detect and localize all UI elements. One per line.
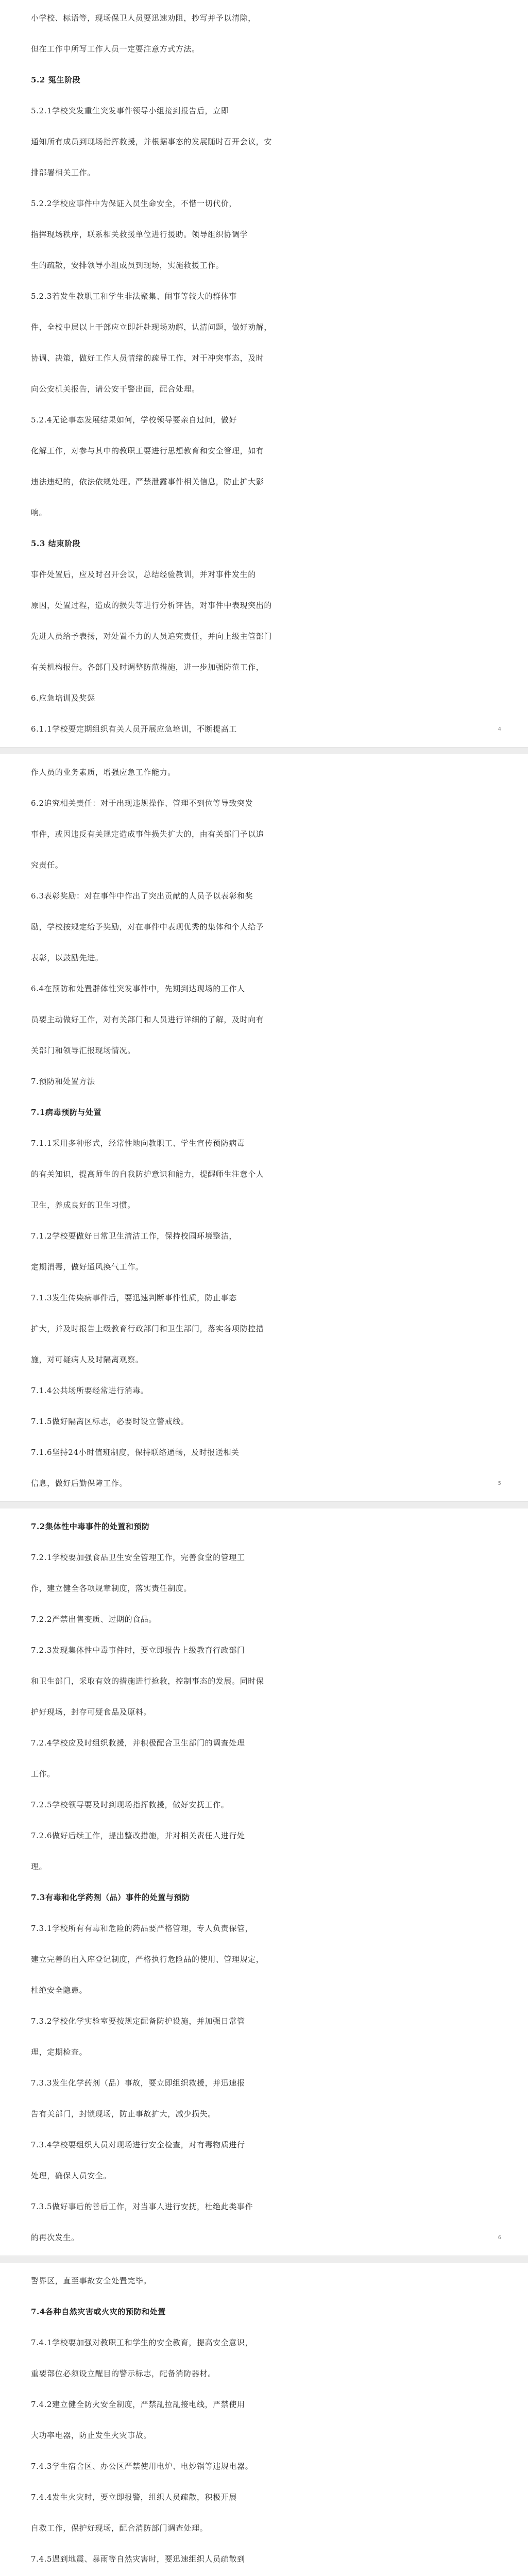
text-line: 重要部位必须设立醒目的警示标志，配备消防器材。 xyxy=(31,2369,216,2378)
text-line: 7.2.2严禁出售变质、过期的食品。 xyxy=(31,1615,157,1624)
text-line: 7.2.6做好后续工作，提出整改措施，并对相关责任人进行处 xyxy=(31,1831,245,1840)
text-line: 生的疏散，安排领导小组成员到现场，实施救援工作。 xyxy=(31,261,224,270)
text-line: 指挥现场秩序，联系相关救援单位进行援助。领导组织协调学 xyxy=(31,230,248,239)
section-heading: 7.2集体性中毒事件的处置和预防 xyxy=(31,1522,150,1531)
text-line: 5.2.3若发生教职工和学生非法聚集、闹事等较大的群体事 xyxy=(31,292,237,301)
text-line: 7.1.1采用多种形式，经常性地向教职工、学生宣传预防病毒 xyxy=(31,1139,245,1148)
text-line: 信息，做好后勤保障工作。 xyxy=(31,1479,128,1488)
text-line: 件，全校中层以上干部应立即赶赴现场劝解，认清问题，做好劝解， xyxy=(31,323,272,332)
text-line: 卫生，养成良好的卫生习惯。 xyxy=(31,1200,135,1210)
text-line: 7.4.4发生火灾时，要立即报警，组织人员疏散，积极开展 xyxy=(31,2493,237,2502)
text-line: 究责任。 xyxy=(31,860,63,870)
text-line: 处理，确保人员安全。 xyxy=(31,2171,112,2180)
text-line: 护好现场，封存可疑食品及原料。 xyxy=(31,1707,152,1717)
text-line: 但在工作中所写工作人员一定要注意方式方法。 xyxy=(31,44,200,54)
text-line: 6.3表彰奖励：对在事件中作出了突出贡献的人员予以表彰和奖 xyxy=(31,891,253,901)
text-line: 向公安机关报告，请公安干警出面，配合处理。 xyxy=(31,384,200,394)
text-line: 关部门和领导汇报现场情况。 xyxy=(31,1046,135,1055)
document-page xyxy=(0,1509,528,2256)
document-page xyxy=(0,2263,528,2576)
text-line: 5.2.2学校应事件中为保证入员生命安全，不惜一切代价， xyxy=(31,199,237,208)
text-line: 员要主动做好工作，对有关部门和人员进行详细的了解，及时向有 xyxy=(31,1015,264,1024)
text-line: 7.3.1学校所有有毒和危险的药品要严格管理，专人负责保管， xyxy=(31,1924,253,1933)
text-line: 7.4.2建立健全防火安全制度，严禁乱拉乱接电线，严禁使用 xyxy=(31,2400,245,2409)
text-line: 7.1.3发生传染病事件后，要迅速判断事件性质，防止事态 xyxy=(31,1293,237,1302)
text-line: 大功率电器，防止发生火灾事故。 xyxy=(31,2431,152,2440)
text-line: 理。 xyxy=(31,1862,47,1871)
text-line: 先进人员给予表扬，对处置不力的人员追究责任，并向上级主管部门 xyxy=(31,632,272,641)
text-line: 通知所有成员到现场指挥救援，并根据事态的发展随时召开会议，安 xyxy=(31,137,272,146)
text-line: 告有关部门，封锁现场，防止事故扩大，减少损失。 xyxy=(31,2109,216,2119)
text-line: 6.2追究相关责任：对于出现违规操作、管理不到位等导致突发 xyxy=(31,799,253,808)
text-line: 6.应急培训及奖惩 xyxy=(31,693,95,703)
text-line: 理，定期检查。 xyxy=(31,2047,88,2057)
text-line: 事件，或因违反有关规定造成事件损失扩大的，由有关部门予以追 xyxy=(31,829,264,839)
text-line: 响。 xyxy=(31,508,47,517)
text-line: 作，建立健全各项规章制度，落实责任制度。 xyxy=(31,1584,192,1593)
text-line: 7.2.3发现集体性中毒事件时，要立即报告上级教育行政部门 xyxy=(31,1646,245,1655)
text-line: 7.3.4学校要组织人员对现场进行安全检查，对有毒物质进行 xyxy=(31,2140,245,2149)
text-line: 7.1.4公共场所要经常进行消毒。 xyxy=(31,1386,149,1395)
text-line: 警界区，直至事故安全处置完毕。 xyxy=(31,2276,152,2285)
text-line: 励，学校按规定给予奖励，对在事件中表现优秀的集体和个人给予 xyxy=(31,922,264,931)
text-line: 施，对可疑病人及时隔离观察。 xyxy=(31,1355,144,1364)
text-line: 杜绝安全隐患。 xyxy=(31,1986,88,1995)
text-line: 7.1.6坚持24小时值班制度，保持联络通畅，及时报送相关 xyxy=(31,1448,240,1457)
text-line: 协调、决策，做好工作人员情绪的疏导工作，对于冲突事态，及时 xyxy=(31,353,264,363)
text-line: 7.4.3学生宿舍区、办公区严禁使用电炉、电炒锅等违规电器。 xyxy=(31,2462,253,2471)
text-line: 作人员的业务素质，增强应急工作能力。 xyxy=(31,768,176,777)
section-heading: 7.4各种自然灾害或火灾的预防和处置 xyxy=(31,2307,166,2316)
section-heading: 5.3 结束阶段 xyxy=(31,539,81,548)
text-line: 7.2.5学校领导要及时到现场指挥救援，做好安抚工作。 xyxy=(31,1800,229,1809)
text-line: 7.1.5做好隔离区标志，必要时设立警戒线。 xyxy=(31,1417,189,1426)
text-line: 自救工作，保护好现场，配合消防部门调查处理。 xyxy=(31,2523,208,2533)
text-line: 7.4.5遇到地震、暴雨等自然灾害时，要迅速组织人员疏散到 xyxy=(31,2554,245,2564)
text-line: 原因，处置过程，造成的损失等进行分析评估，对事件中表现突出的 xyxy=(31,601,272,610)
text-line: 的有关知识，提高师生的自我防护意识和能力，提醒师生注意个人 xyxy=(31,1170,264,1179)
text-line: 7.3.2学校化学实验室要按规定配备防护设施，并加强日常管 xyxy=(31,2016,245,2026)
text-line: 6.4在预防和处置群体性突发事件中，先期到达现场的工作人 xyxy=(31,984,245,993)
text-line: 7.1.2学校要做好日常卫生清洁工作，保持校园环境整洁， xyxy=(31,1231,237,1241)
text-line: 的再次发生。 xyxy=(31,2233,79,2242)
text-line: 5.2.4无论事态发展结果如何，学校领导要亲自过问，做好 xyxy=(31,415,237,425)
text-line: 定期消毒，做好通风换气工作。 xyxy=(31,1262,144,1272)
text-line: 表彰，以鼓励先进。 xyxy=(31,953,104,962)
text-line: 小学校、标语等，现场保卫人员要迅速劝阻，抄写并予以清除， xyxy=(31,13,256,23)
text-line: 违法违纪的，依法依规处理。严禁泄露事件相关信息，防止扩大影 xyxy=(31,477,264,486)
page-number: 6 xyxy=(498,2235,501,2241)
text-line: 排部署相关工作。 xyxy=(31,168,95,177)
text-line: 工作。 xyxy=(31,1769,55,1778)
text-line: 和卫生部门，采取有效的措施进行抢救，控制事态的发展。同时保 xyxy=(31,1676,264,1686)
page-number: 5 xyxy=(498,1481,501,1486)
section-heading: 5.2 冤生阶段 xyxy=(31,75,81,84)
text-line: 6.1.1学校要定期组织有关人员开展应急培训，不断提高工 xyxy=(31,724,237,734)
text-line: 7.3.5做好事后的善后工作，对当事人进行安抚，杜绝此类事件 xyxy=(31,2202,253,2211)
text-line: 7.2.1学校要加强食品卫生安全管理工作，完善食堂的管理工 xyxy=(31,1553,245,1562)
text-line: 扩大，并及时报告上级教育行政部门和卫生部门，落实各项防控措 xyxy=(31,1324,264,1333)
text-line: 7.4.1学校要加强对教职工和学生的安全教育，提高安全意识， xyxy=(31,2338,253,2347)
page-number: 4 xyxy=(498,726,501,732)
text-line: 5.2.1学校突发重生突发事件领导小组接到报告后，立即 xyxy=(31,106,229,115)
text-line: 事件处置后，应及时召开会议，总结经验教训，并对事件发生的 xyxy=(31,570,256,579)
text-line: 有关机构报告。各部门及时调整防范措施，进一步加强防范工作， xyxy=(31,663,264,672)
section-heading: 7.3有毒和化学药剂（品）事件的处置与预防 xyxy=(31,1893,190,1902)
document-page xyxy=(0,754,528,1501)
section-heading: 7.1病毒预防与处置 xyxy=(31,1108,102,1117)
document-page xyxy=(0,0,528,747)
text-line: 7.2.4学校应及时组织救援，并积极配合卫生部门的调查处理 xyxy=(31,1738,245,1748)
text-line: 化解工作，对参与其中的教职工要进行思想教育和安全管理，如有 xyxy=(31,446,264,455)
text-line: 7.3.3发生化学药剂（品）事故，要立即组织救援，并迅速报 xyxy=(31,2078,245,2088)
text-line: 建立完善的出入库登记制度，严格执行危险品的使用、管理规定， xyxy=(31,1955,264,1964)
text-line: 7.预防和处置方法 xyxy=(31,1077,95,1086)
